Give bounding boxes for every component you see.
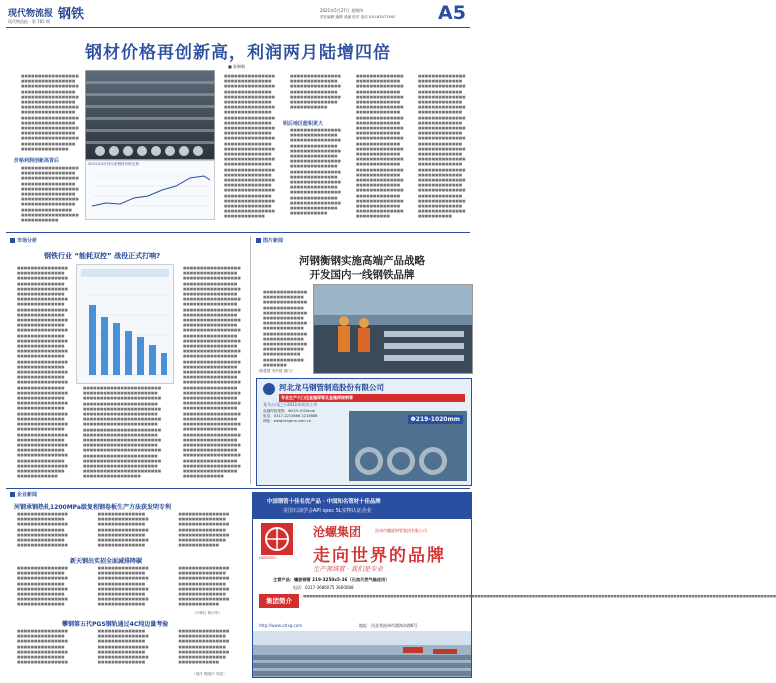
cangluo-top-line: 中国钢管十佳名优产品 · 中国知名管材十佳品牌 <box>267 499 381 505</box>
workers-photo <box>313 284 473 374</box>
longma-size-badge: Φ219-1020mm <box>408 415 463 424</box>
cangluo-spec: 主营产品：螺旋钢管 219-3250x5-26（石油天然气输送用） <box>273 577 390 582</box>
cangluo-brand: 沧螺集团 <box>313 525 362 539</box>
chart-caption: 2021年4月份以来钢材价格走势 <box>88 162 139 166</box>
section-marker-icon <box>10 492 15 497</box>
longma-listing-note: 龙马公司已于2011年成功上市 <box>263 402 318 407</box>
cangluo-brand-en: 沧州市螺旋钢管集团有限公司 <box>375 528 427 533</box>
longma-web: 网址：www.longma.com.cn <box>263 419 312 423</box>
issue-date: 2021年5月27日 星期四 <box>320 8 364 13</box>
masthead-sub: 现代物流报 · 第 765 期 <box>8 19 50 24</box>
enterprise-title-3: 攀钢第五代PGS钢轨通过4C纯边量考验 <box>62 621 169 628</box>
news-title <box>262 254 462 282</box>
lead-col1-text: ■■■■■■■■■■■■■■■■■ ■■■■■■■■■■■■■■■■ ■■■■■■■■■■■■■■■■■ ■■■■■■■■■■■■■■■■ ■■■■■■■■■■■■■■■■■ ■■■■■■■■■■■■■■■■ ■■■■■■■■■■■■■■■■■ ■■■■■■■■■■■■■■■■ ■■■■■■■■■■■■■■■■■ ■■■■■■■■■■■■■■■■ ■■■■■■■■■■■■■■■■■ ■■■■■■■■■■■■■■■■ ■■■■■■■■■■■■■■■■■ ■■■■■■■■■■■■■■■■ ■■■■■■■■■■■■■■ <box>21 74 79 151</box>
news-section-tag <box>256 237 283 244</box>
cangluo-intro-text: ■■■■■■■■■■■■■■■■■■■■■■■■■■■■■■■■■■■■■■■■■■■■■■■■■■■■■■■■■■■■■■■■■■■■■■■■■■■■■■■■■■■■■■■■■■■■■■■■■■■■■■■■■■■■■■■■■■■■■■■■■■■■■■■■■■■■■■■■■■■■■■■■■■■■■■■■■■■■■ <box>303 594 776 598</box>
section-marker-icon <box>10 238 15 243</box>
lead-col3-text: ■■■■■■■■■■■■■■■ ■■■■■■■■■■■■■■ ■■■■■■■■■■■■■■■ ■■■■■■■■■■■■■■ ■■■■■■■■■■■■■■■ ■■■■■■■■■■■■■■ ■■■■■■■■■■■■■■■ ■■■■■■■■■■■■■■ ■■■■■■■■■■■■■■■ ■■■■■■■■■■■■■■ ■■■■■■■■■■■■■■■ ■■■■■■■■■■■■■■ ■■■■■■■■■■■■■■■ ■■■■■■■■■■■■■■ ■■■■■■■■■■■■■■■ ■■■■■■■■■■■■■■ ■■■■■■■■■■■■■■■ ■■■■■■■■■■■■■■ ■■■■■■■■■■■■■■■ ■■■■■■■■■■■■■■ ■■■■■■■■■■■■■■■ ■■■■■■■■■■■■■■ ■■■■■■■■■■■■■■■ ■■■■■■■■■■■■■■ ■■■■■■■■■■■■■■■ ■■■■■■■■■■■■■■ ■■■■■■■■■■■■■■■ ■■■■■■■■■■■■ <box>224 74 275 219</box>
cangluo-badge: HUIZHOU <box>259 556 277 560</box>
market-col2-text: ■■■■■■■■■■■■■■■■■■■■■■■ ■■■■■■■■■■■■■■■■■■■■■■ ■■■■■■■■■■■■■■■■■■■■■■■ ■■■■■■■■■■■■■■■■■■■■■■ ■■■■■■■■■■■■■■■■■■■■■■■ ■■■■■■■■■■■■■■■■■■■■■■ ■■■■■■■■■■■■■■■■■■■■■■■ ■■■■■■■■■■■■■■■■■■■■■■ ■■■■■■■■■■■■■■■■■■■■■■■ ■■■■■■■■■■■■■■■■■■■■■■ ■■■■■■■■■■■■■■■■■■■■■■■ ■■■■■■■■■■■■■■■■■■■■■■ ■■■■■■■■■■■■■■■■■■■■■■■ ■■■■■■■■■■■■■■■■■■■■■■ ■■■■■■■■■■■■■■■■■■■■■■■ ■■■■■■■■■■■■■■■■■■■■■■ ■■■■■■■■■■■■■■■■■■■■■■■ ■■■■■■■■■■■■■■■■■ <box>83 386 162 479</box>
longma-slogan: 专业生产大口径直缝焊管及直缝焊接钢管 <box>279 394 465 402</box>
longma-spec: 直缝焊管规格：Φ219-1020mm <box>263 409 316 413</box>
lead-divider <box>6 232 470 233</box>
longma-phone: 电话：0317-2215666 2215888 <box>263 414 318 418</box>
lead-headline: 钢材价格再创新高，利润两月陆增四倍 <box>85 43 391 63</box>
section-title: 钢铁 <box>58 7 85 22</box>
cangluo-slogan: 走向世界的品牌 <box>313 546 446 566</box>
enterprise-credit-3: （周洋 程刚中 刘佳） <box>192 672 227 676</box>
market-tag-label: 市场分析 <box>17 238 38 244</box>
cangluo-address: 地址：河北省沧州市渤海东路6号 <box>359 623 418 628</box>
market-col3-text: ■■■■■■■■■■■■■■■■■ ■■■■■■■■■■■■■■■■ ■■■■■■■■■■■■■■■■■ ■■■■■■■■■■■■■■■■ ■■■■■■■■■■■■■■■■■ ■■■■■■■■■■■■■■■■ ■■■■■■■■■■■■■■■■■ ■■■■■■■■■■■■■■■■ ■■■■■■■■■■■■■■■■■ ■■■■■■■■■■■■■■■■ ■■■■■■■■■■■■■■■■■ ■■■■■■■■■■■■■■■■ ■■■■■■■■■■■■■■■■■ ■■■■■■■■■■■■■■■■ ■■■■■■■■■■■■■■■■■ ■■■■■■■■■■■■■■■■ ■■■■■■■■■■■■■■■■■ ■■■■■■■■■■■■■■■■ ■■■■■■■■■■■■■■■■■ ■■■■■■■■■■■■■■■■ ■■■■■■■■■■■■■■■■■ ■■■■■■■■■■■■■■■■ ■■■■■■■■■■■■■■■■■ ■■■■■■■■■■■■■■■■ ■■■■■■■■■■■■■■■■■ ■■■■■■■■■■■■■■■■ ■■■■■■■■■■■■■■■■■ ■■■■■■■■■■■■■■■■ ■■■■■■■■■■■■■■■■■ ■■■■■■■■■■■■■■■■ ■■■■■■■■■■■■■■■■■ ■■■■■■■■■■■■■■■■ ■■■■■■■■■■■■■■■■■ ■■■■■■■■■■■■■■■■ ■■■■■■■■■■■■■■■■■ ■■■■■■■■■■■■■■■■ ■■■■■■■■■■■■■■■■■ ■■■■■■■■■■■■■■■■ ■■■■■■■■■■■■■■■■■ ■■■■■■■■■■■■■■■■ ■■■■■■■■■■■■ <box>183 266 241 479</box>
lead-col1-text-b: ■■■■■■■■■■■■■■■■■ ■■■■■■■■■■■■■■■■ ■■■■■■■■■■■■■■■■■ ■■■■■■■■■■■■■■■■ ■■■■■■■■■■■■■■■■■ ■■■■■■■■■■■■■■■■ ■■■■■■■■■■■■■■■■■ ■■■■■■■■■■■■■■■■ ■■■■■■■■■■■■■■■ ■■■■■■■■■■■■■■■■■ ■■■■■■■■■■■ <box>21 166 79 223</box>
lead-subhead-1: 价格利润创新高背后 <box>14 158 60 164</box>
page-number: A5 <box>438 2 466 24</box>
ad-cangluo <box>252 492 776 678</box>
masthead-paper-name: 现代物流报 <box>8 9 54 19</box>
longma-details <box>263 409 347 424</box>
enterprise-credit-2: （卢翠红 杨兴华） <box>192 611 222 615</box>
lead-col5-text: ■■■■■■■■■■■■■■ ■■■■■■■■■■■■■ ■■■■■■■■■■■■■■ ■■■■■■■■■■■■■ ■■■■■■■■■■■■■■ ■■■■■■■■■■■■■ ■■■■■■■■■■■■■■ ■■■■■■■■■■■■■ ■■■■■■■■■■■■■■ ■■■■■■■■■■■■■ ■■■■■■■■■■■■■■ ■■■■■■■■■■■■■ ■■■■■■■■■■■■■■ ■■■■■■■■■■■■■ ■■■■■■■■■■■■■■ ■■■■■■■■■■■■■ ■■■■■■■■■■■■■■ ■■■■■■■■■■■■■ ■■■■■■■■■■■■■■ ■■■■■■■■■■■■■ ■■■■■■■■■■■■■■ ■■■■■■■■■■■■■ ■■■■■■■■■■■■■■ ■■■■■■■■■■■■■ ■■■■■■■■■■■■■■ ■■■■■■■■■■■■■ ■■■■■■■■■■■■■■ ■■■■■■■■■■ <box>356 74 404 219</box>
header-rule <box>6 27 470 28</box>
news-tag-label: 图片新闻 <box>263 238 284 244</box>
cangluo-hotline: 电话：0317-3686075 3660088 <box>293 585 354 590</box>
editorial-staff: 责任编辑 编辑 美编 校对 电话 010-83577492 <box>320 15 396 19</box>
steel-coils-photo <box>85 70 215 160</box>
market-article-title: 钢铁行业 “能耗双控” 战役正式打响? <box>44 252 161 260</box>
enterprise-text-3: ■■■■■■■■■■■■■■■ ■■■■■■■■■■■■■■ ■■■■■■■■■■■■■■■ ■■■■■■■■■■■■■■ ■■■■■■■■■■■■■■■ ■■■■■■■■■■■■■■ ■■■■■■■■■■■■■■■ ■■■■■■■■■■■■■■ ■■■■■■■■■■■■■■■ ■■■■■■■■■■■■■■ ■■■■■■■■■■■■■■■ ■■■■■■■■■■■■■■ ■■■■■■■■■■■■■■■ ■■■■■■■■■■■■■■ ■■■■■■■■■■■■■■■ ■■■■■■■■■■■■■■ ■■■■■■■■■■■■■■■ ■■■■■■■■■■■■■■ ■■■■■■■■■■■■■■■ ■■■■■■■■■■■■■■ ■■■■■■■■■■■■ <box>17 629 230 665</box>
lead-byline: ■ 陈琳琳 <box>228 64 246 69</box>
cangluo-sub-line: 美国石油学会API spec 5L实物认证企业 <box>283 508 372 514</box>
lead-subhead-2: 明后地区能积更大 <box>283 121 324 127</box>
enterprise-title-1: 河钢承钢热轧1200MPa级复相钢卷板生产方法获发明专利 <box>14 504 171 511</box>
market-section-tag <box>10 237 37 244</box>
enterprise-title-2: 新天钢出实招全面减排降碳 <box>70 558 143 565</box>
news-title-line-2: 开发国内一线钢铁品牌 <box>309 269 415 281</box>
cangluo-pipe-photo <box>253 631 471 677</box>
lead-col6-text: ■■■■■■■■■■■■■■ ■■■■■■■■■■■■■ ■■■■■■■■■■■■■■ ■■■■■■■■■■■■■ ■■■■■■■■■■■■■■ ■■■■■■■■■■■■■ ■■■■■■■■■■■■■■ ■■■■■■■■■■■■■ ■■■■■■■■■■■■■■ ■■■■■■■■■■■■■ ■■■■■■■■■■■■■■ ■■■■■■■■■■■■■ ■■■■■■■■■■■■■■ ■■■■■■■■■■■■■ ■■■■■■■■■■■■■■ ■■■■■■■■■■■■■ ■■■■■■■■■■■■■■ ■■■■■■■■■■■■■ ■■■■■■■■■■■■■■ ■■■■■■■■■■■■■ ■■■■■■■■■■■■■■ ■■■■■■■■■■■■■ ■■■■■■■■■■■■■■ ■■■■■■■■■■■■■ ■■■■■■■■■■■■■■ ■■■■■■■■■■■■■ ■■■■■■■■■■■■■■ ■■■■■■■■■■ <box>418 74 466 219</box>
longma-pipe-photo <box>349 411 467 481</box>
enterprise-tag-label: 企业新闻 <box>17 492 38 498</box>
enterprise-divider <box>6 488 470 489</box>
column-divider <box>250 236 251 484</box>
price-trend-chart <box>85 160 215 220</box>
cangluo-web: http://www.czlxg.com <box>259 623 303 628</box>
enterprise-text-1: ■■■■■■■■■■■■■■■ ■■■■■■■■■■■■■■ ■■■■■■■■■■■■■■■ ■■■■■■■■■■■■■■ ■■■■■■■■■■■■■■■ ■■■■■■■■■■■■■■ ■■■■■■■■■■■■■■■ ■■■■■■■■■■■■■■ ■■■■■■■■■■■■■■■ ■■■■■■■■■■■■■■ ■■■■■■■■■■■■■■■ ■■■■■■■■■■■■■■ ■■■■■■■■■■■■■■■ ■■■■■■■■■■■■■■ ■■■■■■■■■■■■■■■ ■■■■■■■■■■■■■■ ■■■■■■■■■■■■■■■ ■■■■■■■■■■■■■■ ■■■■■■■■■■■■■■■ ■■■■■■■■■■■■■■ ■■■■■■■■■■■■ <box>17 512 230 548</box>
ad-longma <box>256 378 472 486</box>
market-col1-text: ■■■■■■■■■■■■■■■ ■■■■■■■■■■■■■■ ■■■■■■■■■■■■■■■ ■■■■■■■■■■■■■■ ■■■■■■■■■■■■■■■ ■■■■■■■■■■■■■■ ■■■■■■■■■■■■■■■ ■■■■■■■■■■■■■■ ■■■■■■■■■■■■■■■ ■■■■■■■■■■■■■■ ■■■■■■■■■■■■■■■ ■■■■■■■■■■■■■■ ■■■■■■■■■■■■■■■ ■■■■■■■■■■■■■■ ■■■■■■■■■■■■■■■ ■■■■■■■■■■■■■■ ■■■■■■■■■■■■■■■ ■■■■■■■■■■■■■■ ■■■■■■■■■■■■■■■ ■■■■■■■■■■■■■■ ■■■■■■■■■■■■■■■ ■■■■■■■■■■■■■■ ■■■■■■■■■■■■■■■ ■■■■■■■■■■■■■■ ■■■■■■■■■■■■■■■ ■■■■■■■■■■■■■■ ■■■■■■■■■■■■■■■ ■■■■■■■■■■■■■■ ■■■■■■■■■■■■■■■ ■■■■■■■■■■■■■■ ■■■■■■■■■■■■■■■ ■■■■■■■■■■■■■■ ■■■■■■■■■■■■■■■ ■■■■■■■■■■■■■■ ■■■■■■■■■■■■■■■ ■■■■■■■■■■■■■■ ■■■■■■■■■■■■■■■ ■■■■■■■■■■■■■■ ■■■■■■■■■■■■■■■ ■■■■■■■■■■■■■■ ■■■■■■■■■■■■ <box>17 266 68 479</box>
cangluo-top-banner <box>253 493 471 519</box>
enterprise-text-2: ■■■■■■■■■■■■■■■ ■■■■■■■■■■■■■■ ■■■■■■■■■■■■■■■ ■■■■■■■■■■■■■■ ■■■■■■■■■■■■■■■ ■■■■■■■■■■■■■■ ■■■■■■■■■■■■■■■ ■■■■■■■■■■■■■■ ■■■■■■■■■■■■■■■ ■■■■■■■■■■■■■■ ■■■■■■■■■■■■■■■ ■■■■■■■■■■■■■■ ■■■■■■■■■■■■■■■ ■■■■■■■■■■■■■■ ■■■■■■■■■■■■■■■ ■■■■■■■■■■■■■■ ■■■■■■■■■■■■■■■ ■■■■■■■■■■■■■■ ■■■■■■■■■■■■■■■ ■■■■■■■■■■■■■■ ■■■■■■■■■■■■■■■ ■■■■■■■■■■■■■■ ■■■■■■■■■■■■■■■ ■■■■■■■■■■■■ <box>17 566 230 607</box>
cangluo-group-label: 集团简介 <box>259 594 299 608</box>
cangluo-logo-icon <box>261 523 293 555</box>
news-text: ■■■■■■■■■■■■■ ■■■■■■■■■■■■ ■■■■■■■■■■■■■ ■■■■■■■■■■■■ ■■■■■■■■■■■■■ ■■■■■■■■■■■■ ■■■■■■■■■■■■■ ■■■■■■■■■■■■ ■■■■■■■■■■■■■ ■■■■■■■■■■■■ ■■■■■■■■■■■■■ ■■■■■■■■■■■■ ■■■■■■■■■■■ ■■■■■■■■■■■■ ■■■■■■■ <box>263 290 308 367</box>
market-bar-plot <box>77 265 173 383</box>
section-marker-icon <box>256 238 261 243</box>
price-trend-plot <box>86 168 214 216</box>
lead-col4-text-b: ■■■■■■■■■■■■■■■ ■■■■■■■■■■■■■■ ■■■■■■■■■■■■■■■ ■■■■■■■■■■■■■■ ■■■■■■■■■■■■■■■ ■■■■■■■■■■■■■■ ■■■■■■■■■■■■■■■ ■■■■■■■■■■■■■■ ■■■■■■■■■■■■■■■ ■■■■■■■■■■■■■■ ■■■■■■■■■■■■■■■ ■■■■■■■■■■■■■■ ■■■■■■■■■■■■■■■ ■■■■■■■■■■■■■■ ■■■■■■■■■■■■■■■ ■■■■■■■■■■■■■■ ■■■■■■■■■■■ <box>290 128 341 216</box>
longma-company-name: 河北龙马钢管制造股份有限公司 <box>279 383 384 392</box>
lead-col4-text: ■■■■■■■■■■■■■■■ ■■■■■■■■■■■■■■ ■■■■■■■■■■■■■■■ ■■■■■■■■■■■■■■ ■■■■■■■■■■■■■■■ ■■■■■■■■■■■■■■ ■■■■■■■■■■■ <box>290 74 341 110</box>
enterprise-section-tag <box>10 491 37 498</box>
news-photo-credit: （陈慧慧 李洪强 摄/文） <box>256 369 296 373</box>
market-bar-chart <box>76 264 174 384</box>
cangluo-tagline: 生产领域管 · 我们是专业 <box>313 565 383 573</box>
longma-logo-icon <box>263 383 275 395</box>
news-title-line-1: 河钢衡钢实施高端产品战略 <box>299 255 425 267</box>
